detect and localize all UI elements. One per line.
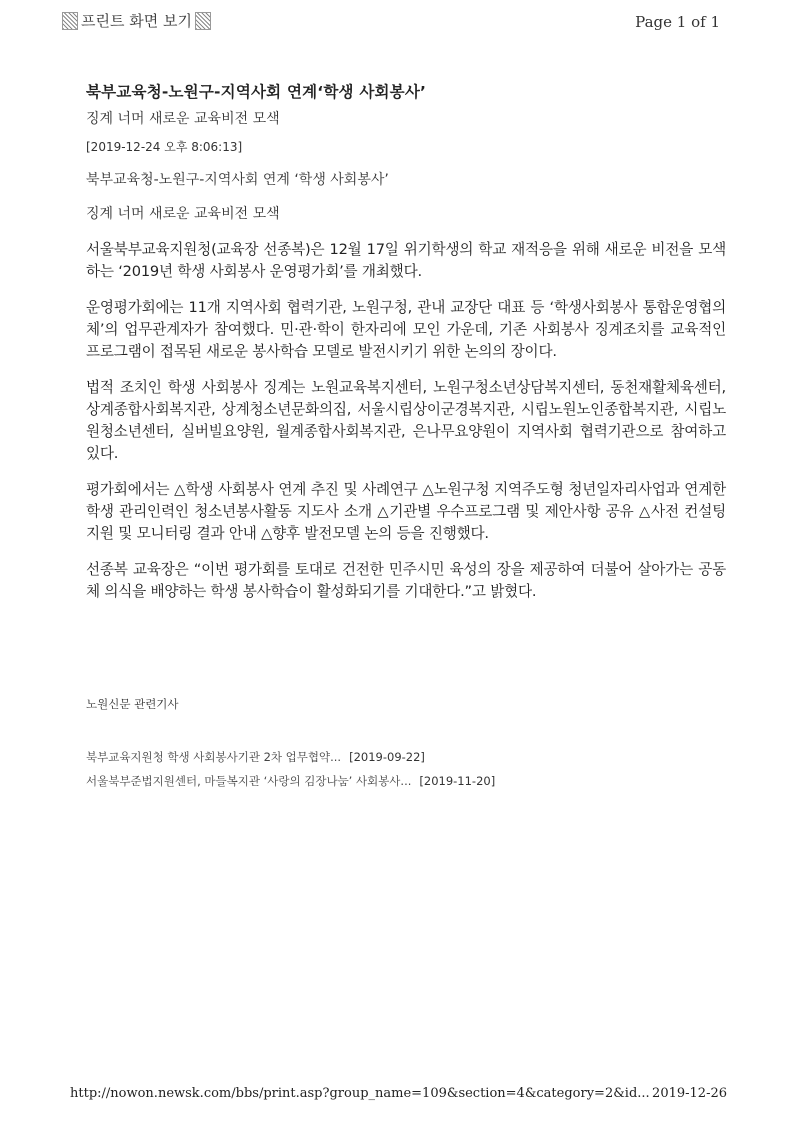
article-datetime: [2019-12-24 오후 8:06:13] [86,140,243,154]
article-paragraph: 서울북부교육지원청(교육장 선종복)은 12월 17일 위기학생의 학교 재적응을 위해 새로운 비전을 모색하는 ‘2019년 학생 사회봉사 운영평가회’를 개최했다. [86,241,726,280]
article-title: 북부교육청-노원구-지역사회 연계‘학생 사회봉사’ [86,83,427,101]
article-paragraph: 평가회에서는 △학생 사회봉사 연계 추진 및 사례연구 △노원구청 지역주도형 청년일자리사업과 연계한 학생 관리인력인 청소년봉사활동 지도사 소개 △기관별 우수프로그램 및 제안사항 공유 △사전 컨설팅 지원 및 모니터링 결과 안내 △향후 발전모델 논의 등을 진행했다. [86,481,726,542]
related-articles-list [86,749,746,797]
hatch-decoration-icon [195,12,211,30]
related-article-title[interactable]: 북부교육지원청 학생 사회봉사기관 2차 업무협약... [86,750,342,764]
article-body-title: 북부교육청-노원구-지역사회 연계 ‘학생 사회봉사’ [86,172,389,188]
print-view-header [62,10,211,31]
footer-url: http://nowon.newsk.com/bbs/print.asp?group_name=109&section=4&category=2&id... [70,1086,650,1101]
article-paragraph: 법적 조치인 학생 사회봉사 징계는 노원교육복지센터, 노원구청소년상담복지센터, 동천재활체육센터, 상계종합사회복지관, 상계청소년문화의집, 서울시립상이군경복지관, 시립노원노인종합복지관, 시립노원청소년센터, 실버빌요양원, 월계종합사회복지관, 은나무요양원이 지역사회 협력기관으로 참여하고 있다. [86,379,726,462]
related-article-date: [2019-09-22] [349,750,425,764]
related-article-link[interactable] [86,749,746,765]
article-body-subtitle: 징계 너머 새로운 교육비전 모색 [86,206,280,222]
footer-date: 2019-12-26 [652,1086,727,1101]
article-subtitle: 징계 너머 새로운 교육비전 모색 [86,111,280,127]
hatch-decoration-icon [62,12,78,30]
related-article-date: [2019-11-20] [419,774,496,788]
related-article-title[interactable]: 서울북부준법지원센터, 마들복지관 ‘사랑의 김장나눔’ 사회봉사... [86,774,412,788]
print-view-label: 프린트 화면 보기 [81,12,192,30]
related-article-link[interactable] [86,773,746,789]
article [86,80,726,617]
article-paragraph: 운영평가회에는 11개 지역사회 협력기관, 노원구청, 관내 교장단 대표 등 ‘학생사회봉사 통합운영협의체’의 업무관계자가 참여했다. 민·관·학이 한자리에 모인 가운데, 기존 사회봉사 징계조치를 교육적인 프로그램이 접목된 새로운 봉사학습 모델로 발전시키기 위한 논의의 장이다. [86,299,726,360]
page-indicator: Page 1 of 1 [635,13,720,31]
article-paragraph: 선종복 교육장은 “이번 평가회를 토대로 건전한 민주시민 육성의 장을 제공하여 더불어 살아가는 공동체 의식을 배양하는 학생 봉사학습이 활성화되기를 기대한다.”고 밝혔다. [86,561,726,600]
related-articles-heading: 노원신문 관련기사 [86,697,179,711]
